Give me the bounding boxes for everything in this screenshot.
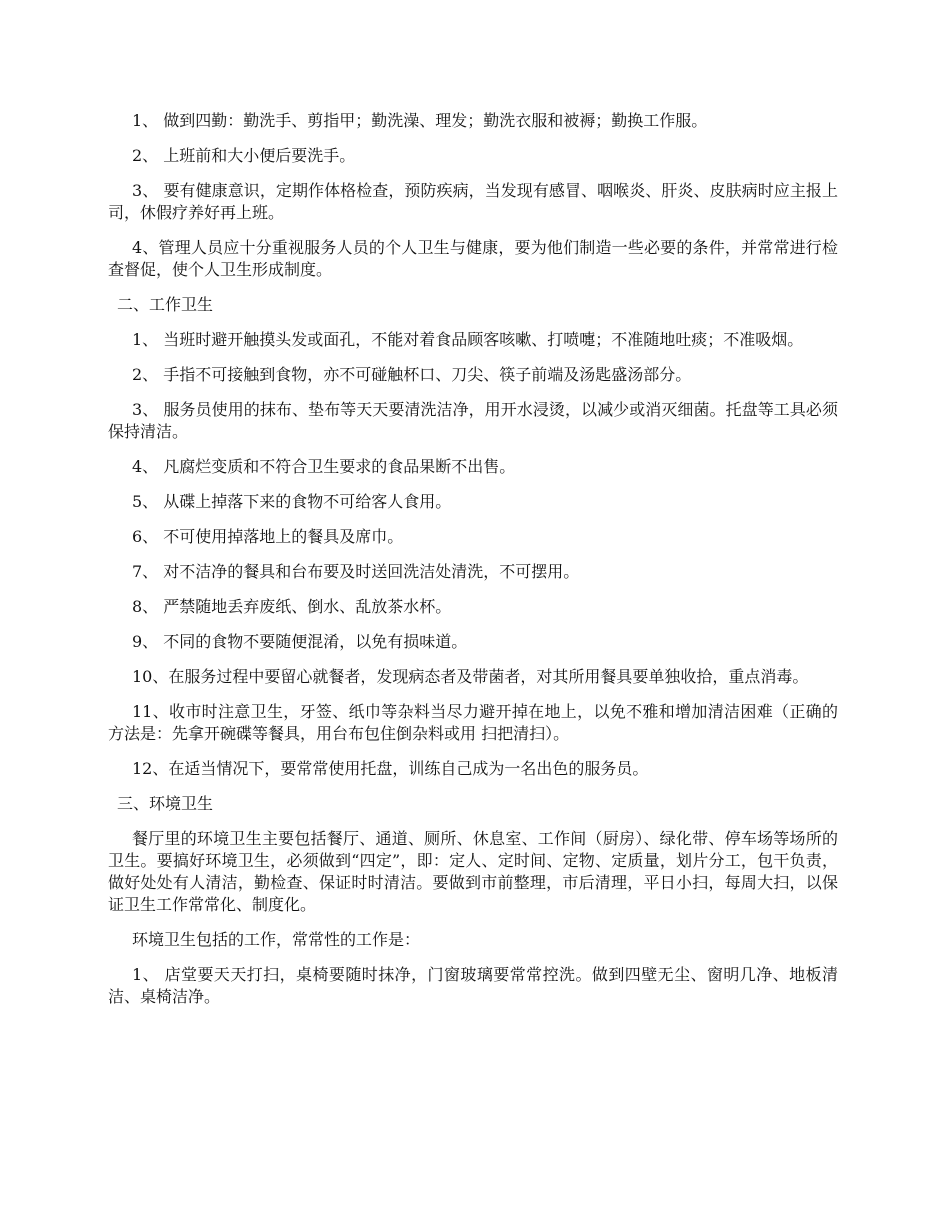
list-item-personal-1: 1、 做到四勤：勤洗手、剪指甲；勤洗澡、理发；勤洗衣服和被褥；勤换工作服。 [132, 111, 708, 130]
list-item-personal-2: 2、 上班前和大小便后要洗手。 [132, 146, 356, 165]
list-item-work-5: 5、 从碟上掉落下来的食物不可给客人食用。 [132, 492, 452, 511]
list-item-work-8: 8、 严禁随地丢弃废纸、倒水、乱放茶水杯。 [132, 597, 452, 616]
list-item-work-12: 12、在适当情况下，要常常使用托盘，训练自己成为一名出色的服务员。 [132, 759, 649, 778]
list-item-work-7: 7、 对不洁净的餐具和台布要及时送回洗洁处清洗，不可摆用。 [132, 562, 580, 581]
list-item-work-4: 4、 凡腐烂变质和不符合卫生要求的食品果断不出售。 [132, 457, 516, 476]
section-heading-environment-hygiene: 三、环境卫生 [117, 794, 214, 813]
list-item-work-1: 1、 当班时避开触摸头发或面孔，不能对着食品顾客咳嗽、打喷嚏；不准随地吐痰；不准吸烟。 [132, 330, 804, 349]
list-item-personal-4: 4、管理人员应十分重视服务人员的个人卫生与健康，要为他们制造一些必要的条件，并常常进行检查督促，使个人卫生形成制度。 [108, 238, 838, 279]
section-heading-work-hygiene: 二、工作卫生 [117, 295, 214, 314]
list-item-work-2: 2、 手指不可接触到食物，亦不可碰触杯口、刀尖、筷子前端及汤匙盛汤部分。 [132, 365, 692, 384]
environment-intro-paragraph: 餐厅里的环境卫生主要包括餐厅、通道、厕所、休息室、工作间（厨房）、绿化带、停车场等场所的卫生。要搞好环境卫生，必须做到“四定”，即：定人、定时间、定物、定质量，划片分工，包干负责，做好处处有人清洁，勤检查、保证时时清洁。要做到市前整理，市后清理，平日小扫，每周大扫，以保证卫生工作常常化、制度化。 [108, 829, 838, 914]
list-item-environment-1: 1、 店堂要天天打扫，桌椅要随时抹净，门窗玻璃要常常控洗。做到四壁无尘、窗明几净、地板清洁、桌椅洁净。 [108, 965, 838, 1006]
list-item-work-10: 10、在服务过程中要留心就餐者，发现病态者及带菌者，对其所用餐具要单独收拾，重点消毒。 [132, 667, 809, 686]
list-item-work-9: 9、 不同的食物不要随便混淆，以免有损味道。 [132, 632, 468, 651]
list-item-work-3: 3、 服务员使用的抹布、垫布等天天要清洗洁净，用开水浸烫，以减少或消灭细菌。托盘等工具必须保持清洁。 [108, 400, 838, 441]
document-body [108, 110, 838, 1021]
environment-work-lead: 环境卫生包括的工作，常常性的工作是： [132, 930, 421, 949]
list-item-work-6: 6、 不可使用掉落地上的餐具及席巾。 [132, 527, 404, 546]
list-item-personal-3: 3、 要有健康意识，定期作体格检查，预防疾病，当发现有感冒、咽喉炎、肝炎、皮肤病时应主报上司，休假疗养好再上班。 [108, 181, 838, 222]
list-item-work-11: 11、收市时注意卫生，牙签、纸巾等杂料当尽力避开掉在地上，以免不雅和增加清洁困难（正确的方法是：先拿开碗碟等餐具，用台布包住倒杂料或用 扫把清扫）。 [108, 702, 838, 743]
